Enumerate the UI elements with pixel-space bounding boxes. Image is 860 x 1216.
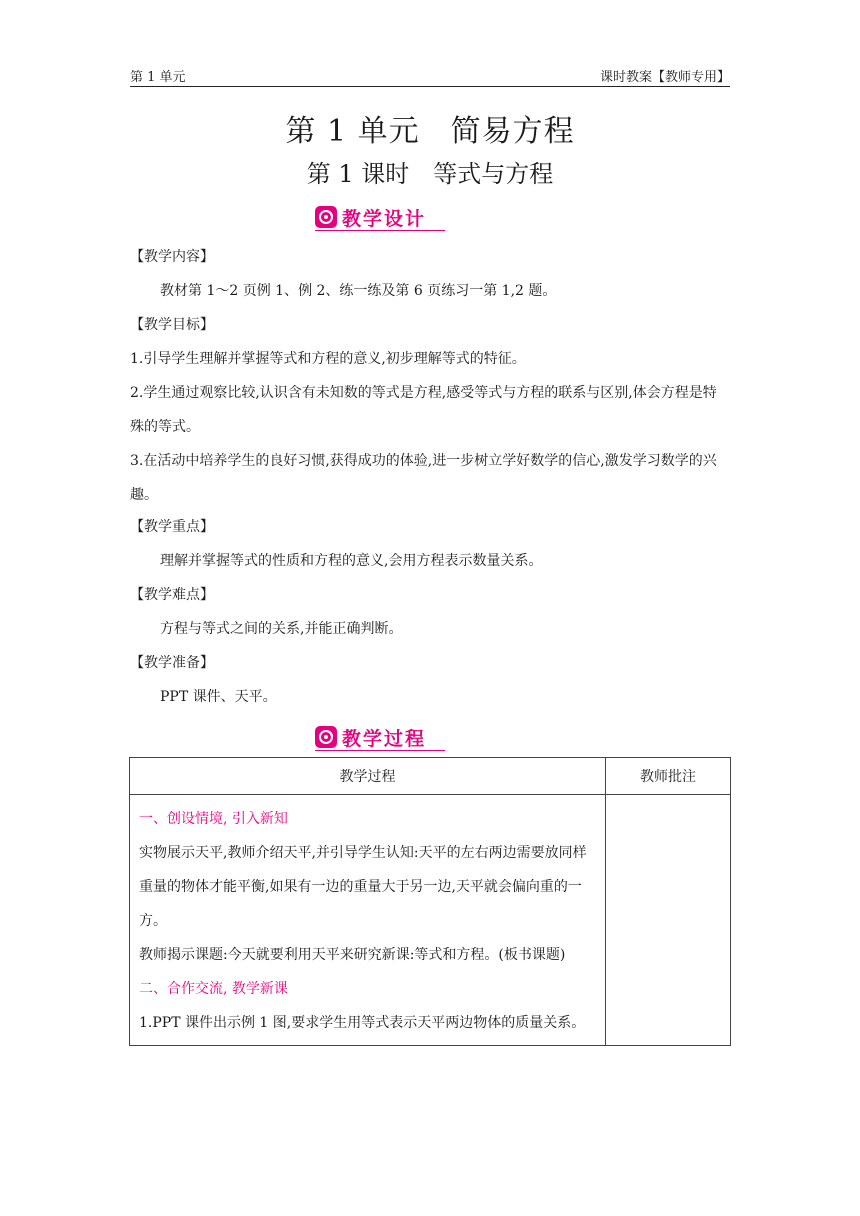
content-heading: 【教学内容】: [130, 249, 214, 265]
prep-text: PPT 课件、天平。: [160, 689, 277, 705]
process-table: [129, 757, 731, 1046]
process-text: 1.PPT 课件出示例 1 图,要求学生用等式表示天平两边物体的质量关系。: [139, 1015, 586, 1031]
design-banner-text: 教学设计: [342, 207, 427, 230]
difficulty-text: 方程与等式之间的关系,并能正确判断。: [160, 621, 403, 637]
col-header-process: 教学过程: [130, 758, 606, 795]
table-header-row: [130, 758, 731, 795]
process-text: 实物展示天平,教师介绍天平,并引导学生认知:天平的左右两边需要放同样重量的物体才能平衡,如果有一边的重量大于另一边,天平就会偏向重的一方。: [139, 845, 587, 929]
goal-item: 3.在活动中培养学生的良好习惯,获得成功的体验,进一步树立学好数学的信心,激发学习数学的兴趣。: [130, 453, 717, 503]
step-heading: 二、合作交流, 教学新课: [139, 981, 288, 997]
unit-title: 第 1 单元 简易方程: [285, 114, 575, 149]
goal-item: 1.引导学生理解并掌握等式和方程的意义,初步理解等式的特征。: [130, 351, 526, 367]
col-header-notes: 教师批注: [606, 758, 731, 795]
design-banner: [315, 203, 445, 231]
swirl-logo-icon: [315, 726, 337, 748]
key-heading: 【教学重点】: [130, 519, 214, 535]
notes-cell: [606, 795, 731, 1046]
lesson-title: 第 1 课时 等式与方程: [306, 160, 554, 188]
header-unit: 第 1 单元: [130, 70, 186, 85]
process-text: 教师揭示课题:今天就要利用天平来研究新课:等式和方程。(板书课题): [139, 947, 566, 963]
table-row: [130, 795, 731, 1046]
process-banner-text: 教学过程: [342, 727, 427, 750]
process-banner: [315, 723, 445, 751]
goals-heading: 【教学目标】: [130, 317, 214, 333]
goal-item: 2.学生通过观察比较,认识含有未知数的等式是方程,感受等式与方程的联系与区别,体会方程是特殊的等式。: [130, 385, 717, 435]
prep-heading: 【教学准备】: [130, 655, 214, 671]
difficulty-heading: 【教学难点】: [130, 587, 214, 603]
process-cell: [130, 795, 606, 1046]
page-header: [130, 66, 730, 87]
header-label: 课时教案【教师专用】: [599, 70, 730, 85]
step-heading: 一、创设情境, 引入新知: [139, 811, 288, 827]
content-text: 教材第 1～2 页例 1、例 2、练一练及第 6 页练习一第 1,2 题。: [160, 283, 557, 299]
key-text: 理解并掌握等式的性质和方程的意义,会用方程表示数量关系。: [160, 553, 543, 569]
swirl-logo-icon: [315, 206, 337, 228]
